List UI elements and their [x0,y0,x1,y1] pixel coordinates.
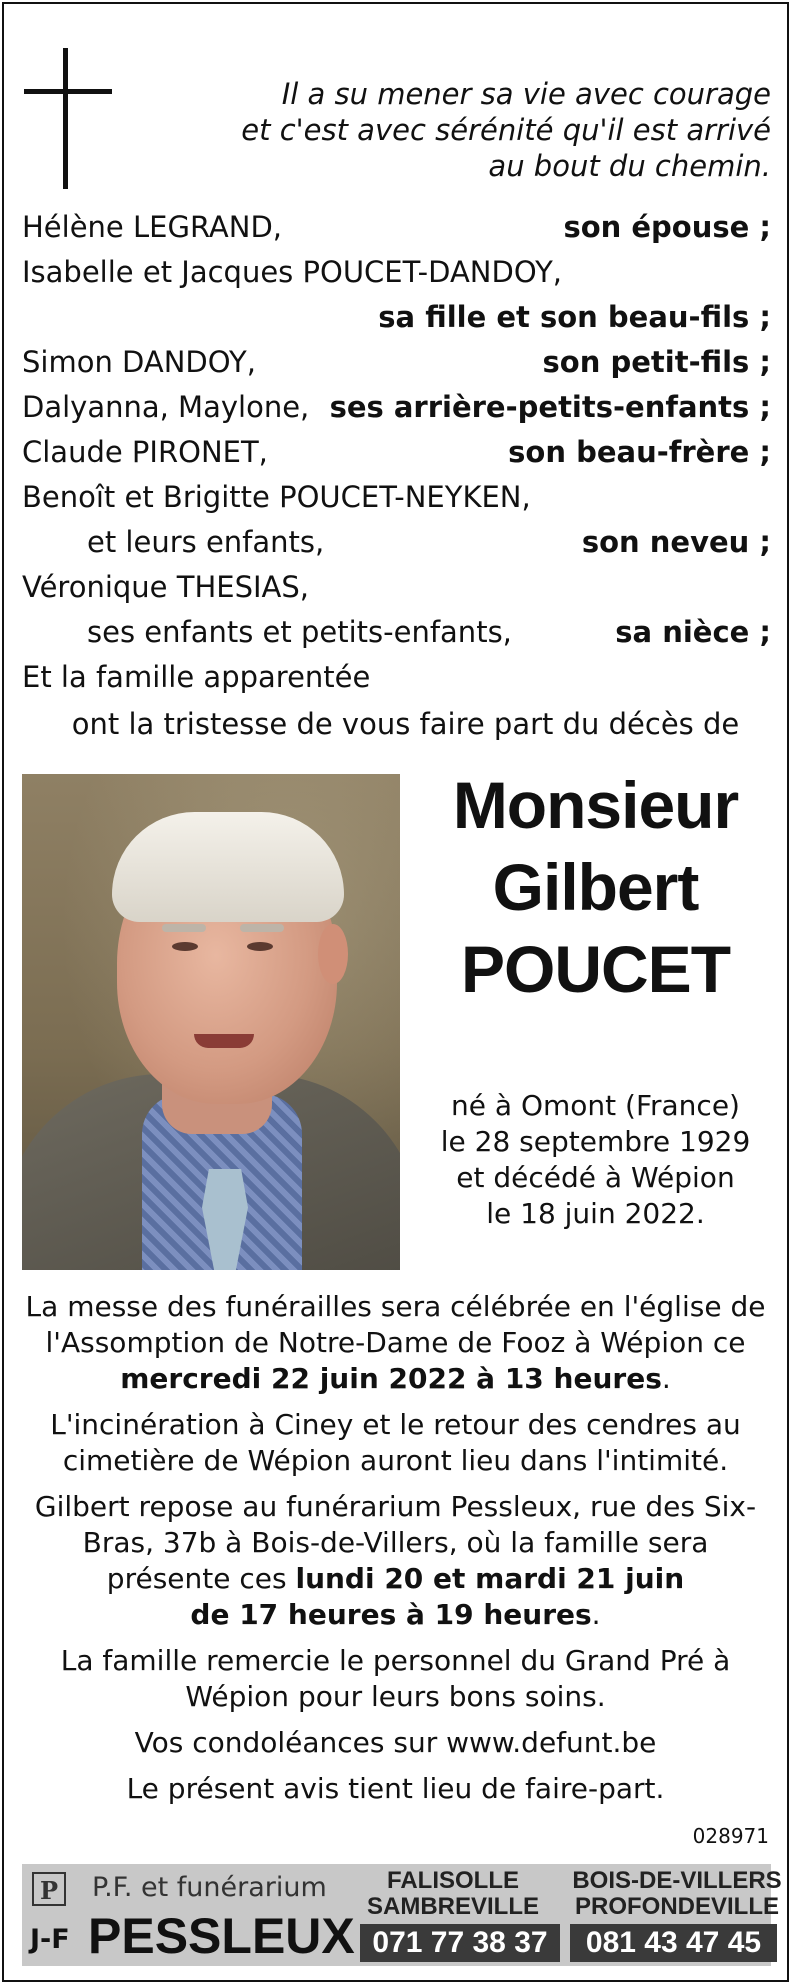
portrait-photo [22,774,400,1270]
deceased-name [404,764,787,1010]
jf-label: J-F [30,1924,70,1955]
life-dates [404,1088,787,1232]
location-falisolle: FALISOLLE SAMBREVILLE [366,1867,539,1920]
incineration-paragraph: L'incinération à Ciney et le retour des cendres au cimetière de Wépion auront lieu dans l'intimité. [50,1408,741,1477]
quote-line: et c'est avec sérénité qu'il est arrivé [241,113,771,147]
thanks-paragraph: La famille remercie le personnel du Grand Pré à Wépion pour leurs bons soins. [60,1644,731,1713]
family-row [22,611,771,653]
repose-hours: de 17 heures à 19 heures [190,1598,592,1631]
family-member: Isabelle et Jacques POUCET-DANDOY, [22,255,562,289]
deceased-last-name: POUCET [460,932,731,1006]
birth-date: le 28 septembre 1929 [440,1125,751,1158]
death-place: et décédé à Wépion [456,1161,735,1194]
family-row [22,341,771,383]
family-member: Claude PIRONET, [22,435,268,469]
announcement-body [18,1289,773,1817]
family-member: Dalyanna, Maylone, [22,390,310,424]
family-row [22,521,771,563]
cross-icon [24,48,112,189]
family-row [22,296,771,338]
family-row [22,206,771,248]
birth-place: né à Omont (France) [451,1089,740,1122]
family-relation: son petit-fils ; [542,345,771,379]
repose-paragraph: Gilbert repose au funérarium Pessleux, rue des Six-Bras, 37b à Bois-de-Villers, où la famille sera présente ces lundi 20 et mardi 21 juin de 17 heures à 19 heures. [34,1490,757,1631]
brand-name: PESSLEUX [88,1908,355,1964]
family-member: ses enfants et petits-enfants, [87,615,512,649]
family-relation: son beau-frère ; [508,435,771,469]
funeral-home-logo-icon: P [32,1872,66,1906]
location-bois-de-villers: BOIS-DE-VILLERS PROFONDEVILLE [572,1867,782,1920]
family-row [22,386,771,428]
obituary-page [2,2,789,1982]
notice-paragraph: Le présent avis tient lieu de faire-part. [126,1772,665,1805]
repose-days: lundi 20 et mardi 21 juin [295,1562,685,1595]
phone-number-1: 071 77 38 37 [360,1924,560,1962]
family-member: Simon DANDOY, [22,345,256,379]
quote-line: au bout du chemin. [488,149,771,183]
family-row [22,656,771,698]
family-relation: ses arrière-petits-enfants ; [329,390,771,424]
phone-number-2: 081 43 47 45 [570,1924,777,1962]
family-member: Véronique THESIAS, [22,570,310,604]
funeral-home-banner [22,1864,782,1966]
family-relation: sa fille et son beau-fils ; [378,300,771,334]
family-relation: son épouse ; [563,210,771,244]
intro-text: ont la tristesse de vous faire part du décès de [71,707,740,741]
family-relation: son neveu ; [581,525,771,559]
family-row [22,251,771,293]
quote-line: Il a su mener sa vie avec courage [281,77,771,111]
deceased-first-name: Gilbert [492,850,699,924]
condolences-paragraph: Vos condoléances sur www.defunt.be [134,1726,657,1759]
family-row [22,431,771,473]
mass-paragraph: La messe des funérailles sera célébrée en l'église de l'Assomption de Notre-Dame de Fooz à Wépion ce mercredi 22 juin 2022 à 13 heures. [25,1290,766,1395]
death-date: le 18 juin 2022. [486,1197,705,1230]
mass-datetime: mercredi 22 juin 2022 à 13 heures [120,1362,662,1395]
family-member: Et la famille apparentée [22,660,371,694]
family-row [22,566,771,608]
family-relation: sa nièce ; [615,615,771,649]
family-member: et leurs enfants, [87,525,325,559]
epitaph-quote [211,76,771,184]
family-member: Benoît et Brigitte POUCET-NEYKEN, [22,480,531,514]
pf-label: P.F. et funérarium [92,1872,327,1903]
reference-number: 028971 [692,1824,769,1848]
deceased-title: Monsieur [452,768,739,842]
family-member: Hélène LEGRAND, [22,210,282,244]
family-row [22,476,771,518]
